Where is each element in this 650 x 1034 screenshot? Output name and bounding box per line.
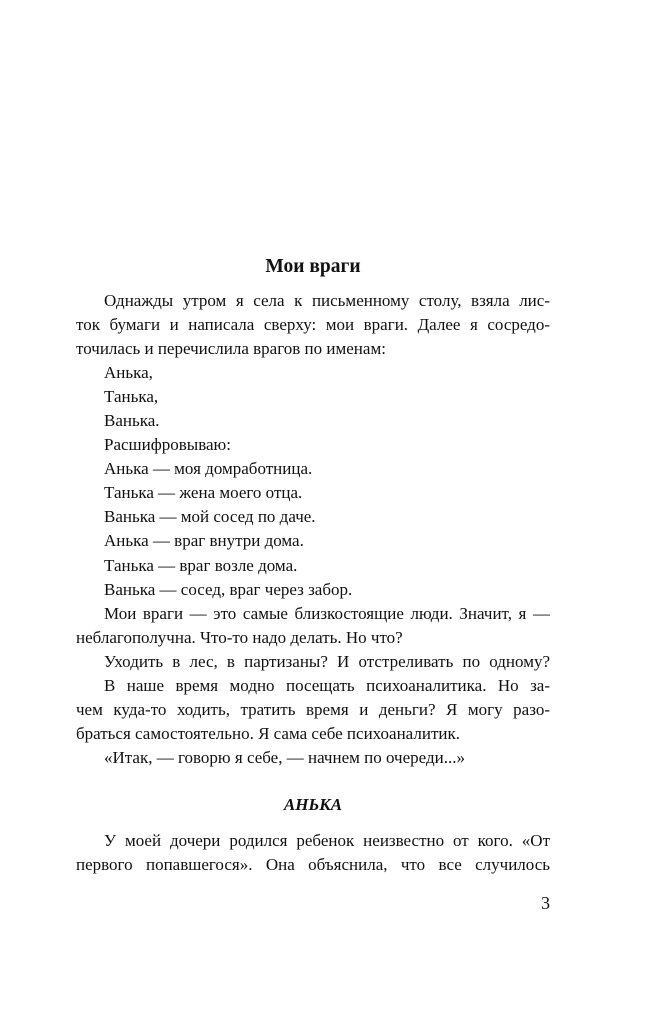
text-line: Однажды утром я села к письменному столу, взяла лис- — [104, 291, 550, 310]
chapter-body — [76, 289, 550, 770]
enemy-list-item: Анька, — [104, 363, 153, 383]
text-line: У моей дочери родился ребенок неизвестно от кого. «От — [104, 831, 550, 850]
text-line: ток бумаги и написала сверху: мои враги. Далее я сосредо- — [76, 315, 550, 335]
text-line: В наше время модно посещать психоаналитика. Но за- — [104, 675, 550, 695]
enemy-description: Ванька — мой сосед по даче. — [104, 507, 316, 527]
text-line: точилась и перечислила врагов по именам: — [76, 339, 386, 359]
text-line: Расшифровываю: — [104, 435, 231, 455]
text-line: неблагополучна. Что-то надо делать. Но что? — [76, 627, 403, 647]
page-number: 3 — [541, 893, 550, 913]
text-line: Уходить в лес, в партизаны? И отстреливать по одному? — [104, 651, 550, 671]
chapter-title: Мои враги — [265, 256, 361, 277]
section-body — [76, 829, 550, 877]
enemy-list-item: Ванька. — [104, 411, 160, 431]
text-line: Мои враги — это самые близкостоящие люди. Значит, я — — [104, 603, 550, 623]
enemy-description: Анька — враг внутри дома. — [104, 531, 304, 551]
section-subheading: АНЬКА — [283, 795, 343, 814]
enemy-description: Анька — моя домработница. — [104, 459, 313, 479]
enemy-description: Танька — враг возле дома. — [104, 555, 298, 575]
enemy-list-item: Танька, — [104, 387, 159, 407]
text-line: первого попавшегося». Она объяснила, что все случилось — [76, 855, 550, 875]
text-line: чем куда-то ходить, тратить время и деньги? Я могу разо- — [76, 699, 550, 719]
enemy-description: Танька — жена моего отца. — [104, 483, 303, 503]
text-line: браться самостоятельно. Я сама себе психоаналитик. — [76, 723, 460, 743]
text-line: «Итак, — говорю я себе, — начнем по очереди...» — [104, 747, 465, 767]
enemy-description: Ванька — сосед, враг через забор. — [104, 579, 353, 599]
